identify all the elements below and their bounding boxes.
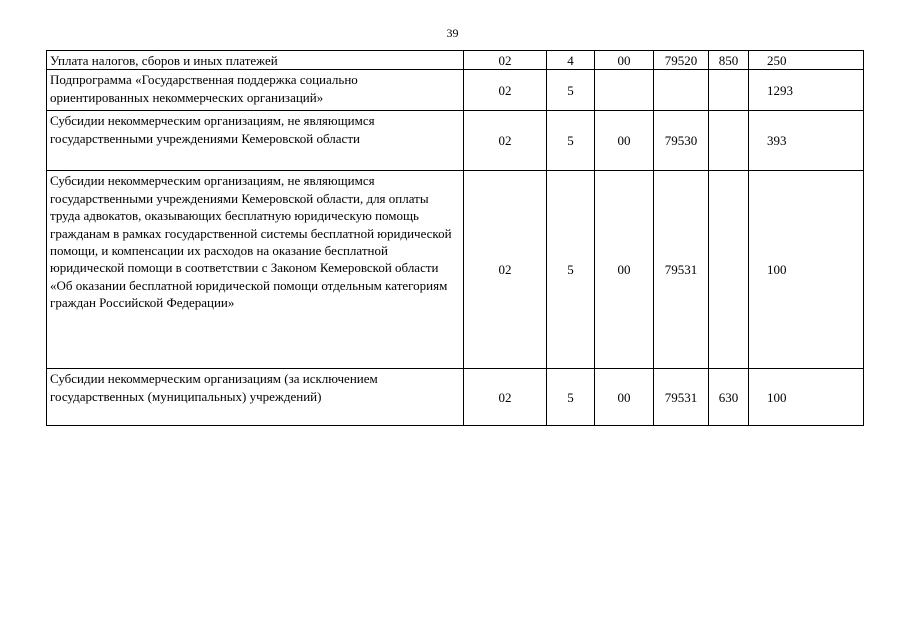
section-code: 02	[464, 171, 547, 369]
target-code: 79531	[654, 171, 709, 369]
row-name: Субсидии некоммерческим организациям, не являющимся государственными учреждениями Кемеровской области, для оплаты труда адвокатов, оказывающих бесплатную юридическую помощь гражданам в рамках государственной системы бесплатной юридической помощи, и компенсации их расходов на оказание бесплатной юридической помощи в соответствии с Законом Кемеровской области «Об оказании бесплатной юридической помощи отдельным категориям граждан Российской Федерации»	[47, 171, 464, 369]
expense-type-code	[709, 111, 749, 171]
amount: 393	[749, 111, 864, 171]
subsection-code: 5	[547, 171, 595, 369]
target-code: 79520	[654, 51, 709, 70]
amount: 100	[749, 171, 864, 369]
section-code: 02	[464, 369, 547, 426]
subprogram-code: 00	[595, 171, 654, 369]
section-code: 02	[464, 70, 547, 111]
subprogram-code: 00	[595, 51, 654, 70]
section-code: 02	[464, 111, 547, 171]
target-code: 79531	[654, 369, 709, 426]
row-name: Подпрограмма «Государственная поддержка социально ориентированных некоммерческих организаций»	[47, 70, 464, 111]
target-code	[654, 70, 709, 111]
row-name: Субсидии некоммерческим организациям, не являющимся государственными учреждениями Кемеровской области	[47, 111, 464, 171]
table-row	[47, 51, 864, 70]
row-name: Уплата налогов, сборов и иных платежей	[47, 51, 464, 70]
budget-table	[46, 50, 864, 426]
subsection-code: 5	[547, 70, 595, 111]
expense-type-code	[709, 171, 749, 369]
subprogram-code	[595, 70, 654, 111]
amount: 250	[749, 51, 864, 70]
table-row	[47, 369, 864, 426]
table-row	[47, 70, 864, 111]
amount: 100	[749, 369, 864, 426]
table-row	[47, 171, 864, 369]
subprogram-code: 00	[595, 369, 654, 426]
subsection-code: 5	[547, 111, 595, 171]
row-name: Субсидии некоммерческим организациям (за исключением государственных (муниципальных) учреждений)	[47, 369, 464, 426]
table-row	[47, 111, 864, 171]
subsection-code: 4	[547, 51, 595, 70]
subsection-code: 5	[547, 369, 595, 426]
expense-type-code	[709, 70, 749, 111]
expense-type-code: 850	[709, 51, 749, 70]
subprogram-code: 00	[595, 111, 654, 171]
expense-type-code: 630	[709, 369, 749, 426]
section-code: 02	[464, 51, 547, 70]
amount: 1293	[749, 70, 864, 111]
target-code: 79530	[654, 111, 709, 171]
page-number: 39	[446, 26, 459, 40]
